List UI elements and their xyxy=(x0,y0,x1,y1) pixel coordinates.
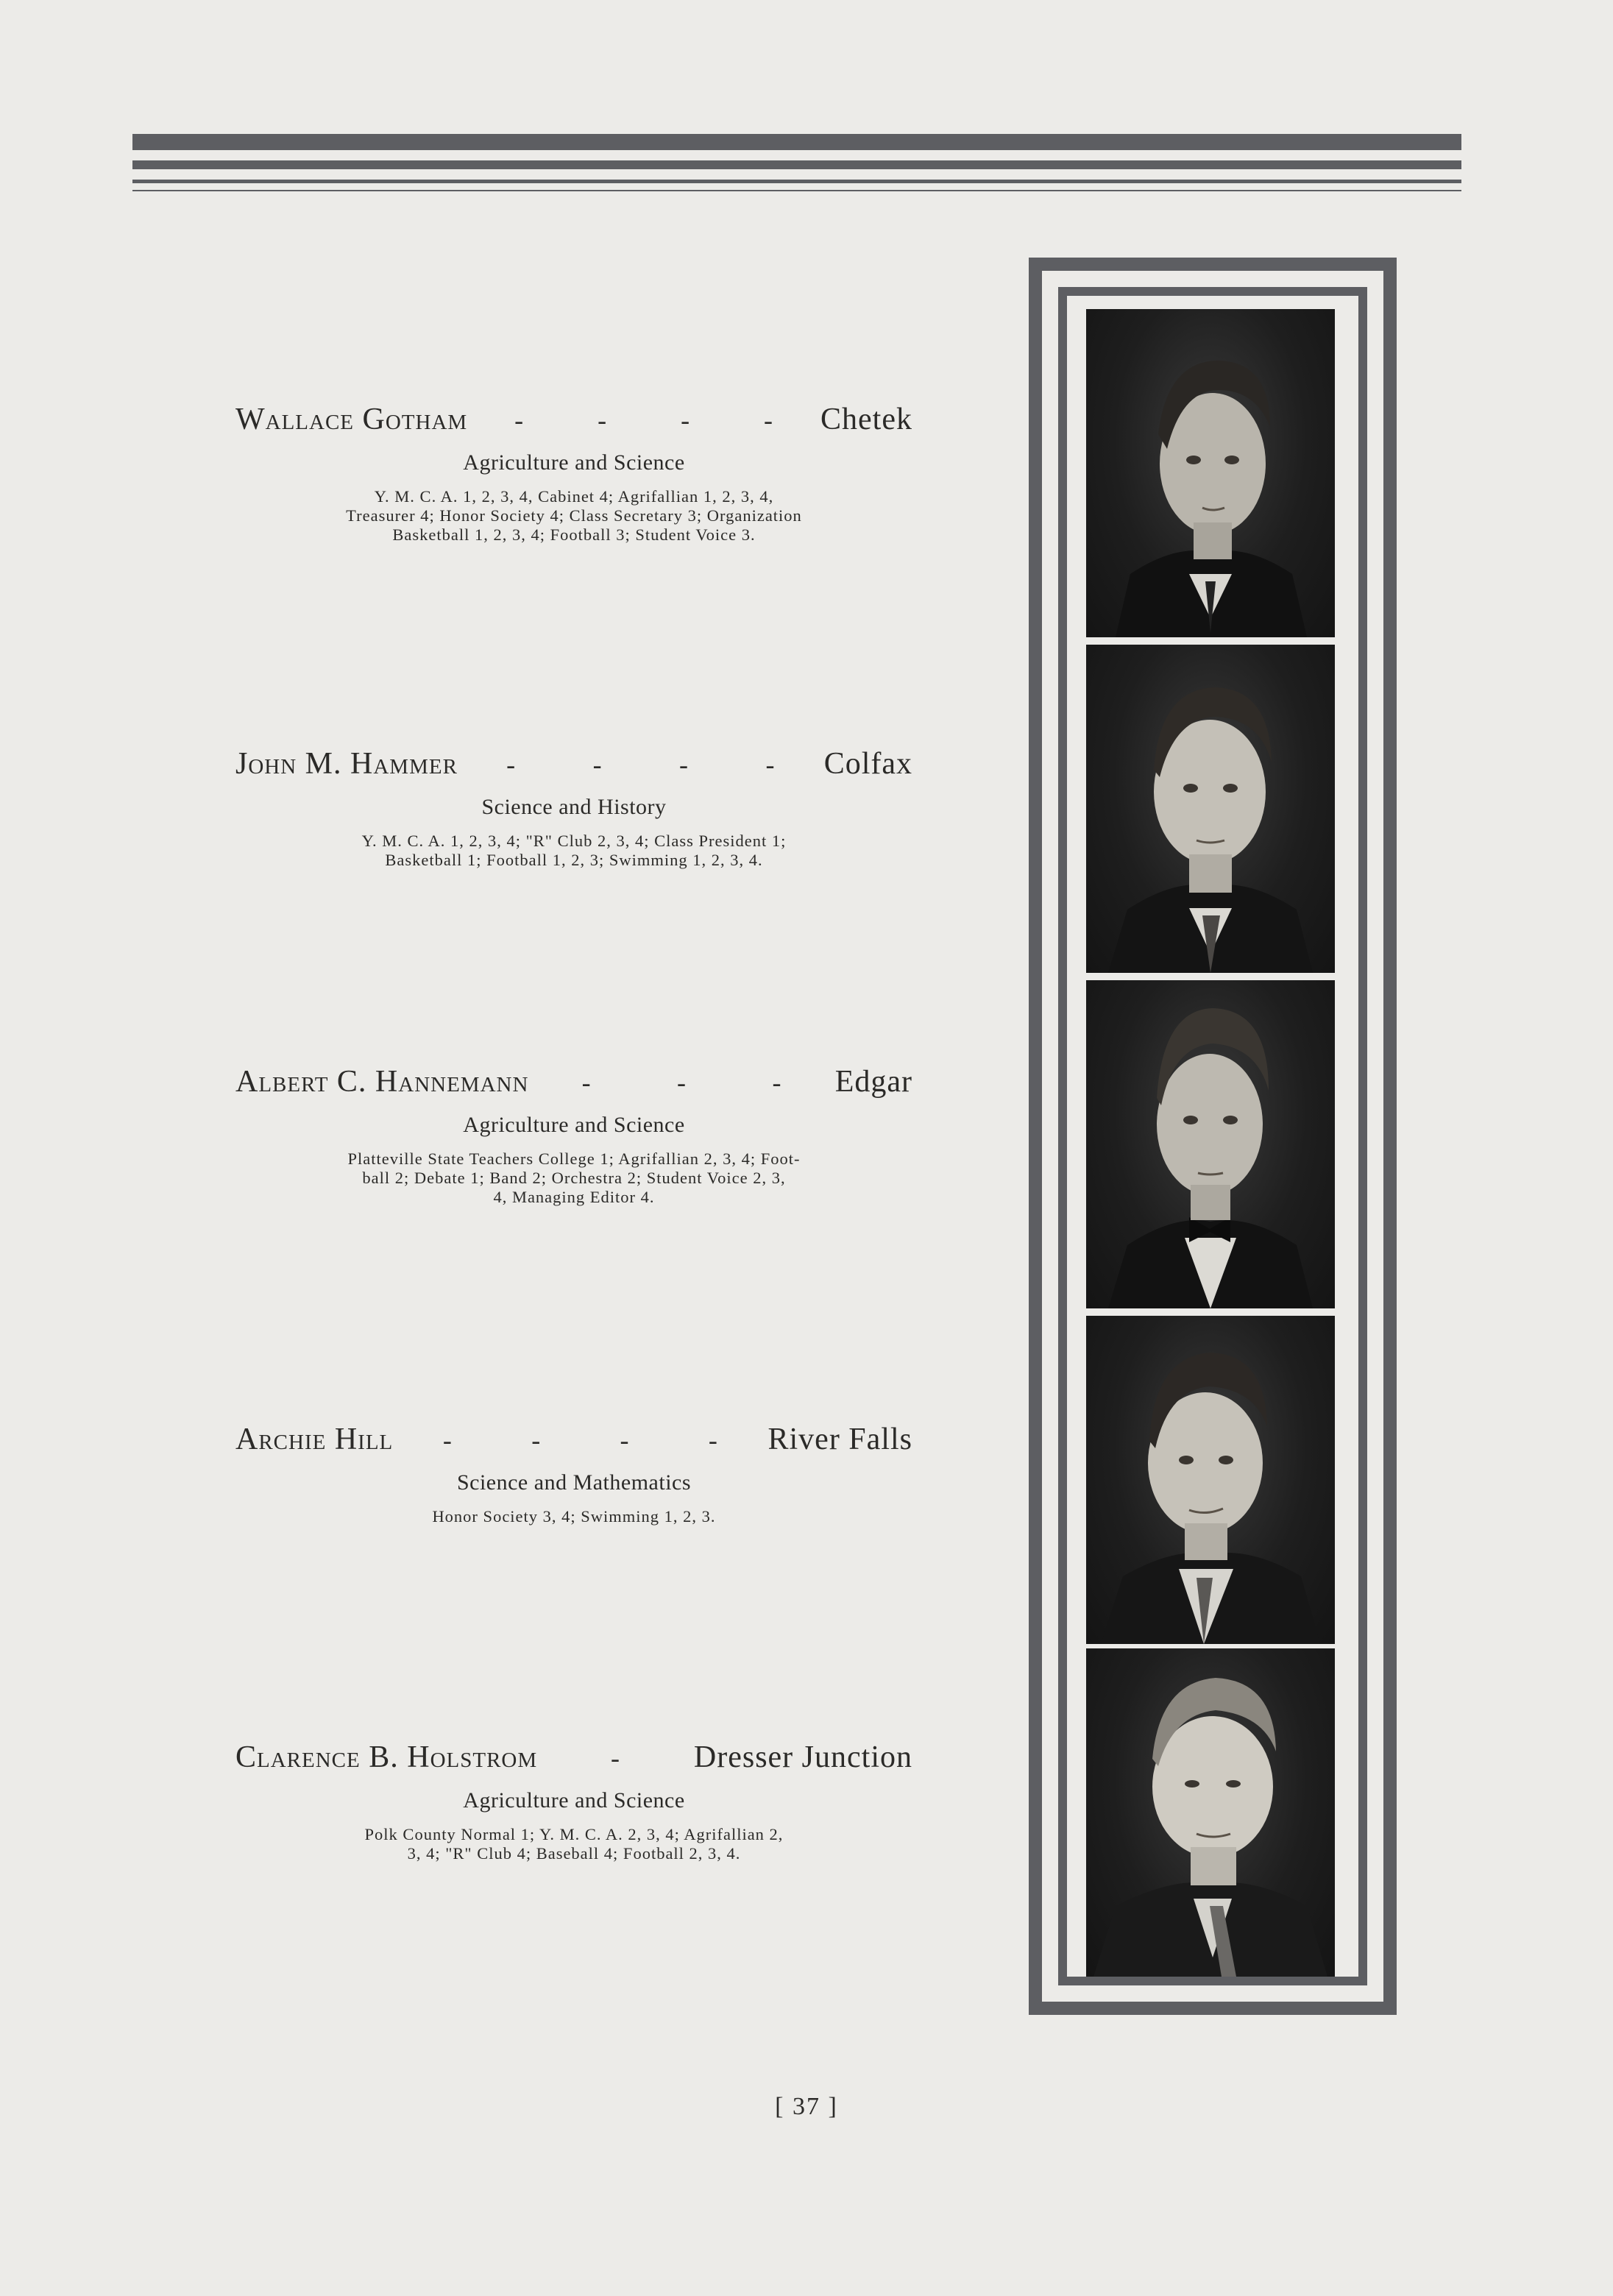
student-entry xyxy=(235,1740,912,1863)
dash-leader: - - - xyxy=(581,1068,782,1097)
student-name: Albert C. Hannemann xyxy=(235,1065,529,1099)
name-line xyxy=(235,1064,912,1099)
student-name: John M. Hammer xyxy=(235,747,458,781)
header-rule-thick xyxy=(132,134,1461,150)
hometown: Edgar xyxy=(834,1065,912,1099)
dash-leader: - - - - xyxy=(506,750,776,779)
course-of-study: Agriculture and Science xyxy=(463,1113,685,1137)
student-name: Clarence B. Holstrom xyxy=(235,1740,538,1774)
dash-leader: - - - - xyxy=(442,1425,718,1455)
header-rule-medium xyxy=(132,160,1461,169)
portrait-photo xyxy=(1086,645,1335,973)
student-entry xyxy=(235,402,912,545)
activities-list: Y. M. C. A. 1, 2, 3, 4; "R" Club 2, 3, 4; Class President 1; Basketball 1; Football 1, 2, 3; Swimming 1, 2, 3, 4. xyxy=(361,832,787,869)
portrait-icon xyxy=(1086,309,1335,637)
hometown: River Falls xyxy=(767,1422,912,1456)
header-rule-thin xyxy=(132,180,1461,183)
header-rule-hairline xyxy=(132,190,1461,191)
portrait-icon xyxy=(1086,1648,1335,1977)
student-name: Wallace Gotham xyxy=(235,403,468,436)
page-number: [ 37 ] xyxy=(775,2093,838,2120)
student-entry xyxy=(235,1064,912,1207)
name-line xyxy=(235,402,912,437)
activities-list: Polk County Normal 1; Y. M. C. A. 2, 3, 4; Agrifallian 2, 3, 4; "R" Club 4; Baseball 4; Football 2, 3, 4. xyxy=(364,1825,784,1863)
portrait-icon xyxy=(1086,980,1335,1308)
hometown: Dresser Junction xyxy=(693,1740,912,1774)
course-of-study: Agriculture and Science xyxy=(463,450,685,475)
student-entry xyxy=(235,746,912,870)
portrait-photo xyxy=(1086,309,1335,637)
dash-leader: - xyxy=(611,1743,621,1773)
hometown: Chetek xyxy=(820,403,912,436)
portrait-photo xyxy=(1086,980,1335,1308)
name-line xyxy=(235,746,912,782)
student-entry xyxy=(235,1422,912,1526)
name-line xyxy=(235,1740,912,1775)
portrait-icon xyxy=(1086,645,1335,973)
activities-list: Honor Society 3, 4; Swimming 1, 2, 3. xyxy=(432,1507,716,1526)
portrait-photo xyxy=(1086,1316,1335,1644)
name-line xyxy=(235,1422,912,1457)
student-name: Archie Hill xyxy=(235,1422,394,1456)
hometown: Colfax xyxy=(823,747,912,781)
portrait-icon xyxy=(1086,1316,1335,1644)
course-of-study: Agriculture and Science xyxy=(463,1788,685,1813)
activities-list: Platteville State Teachers College 1; Agrifallian 2, 3, 4; Foot- ball 2; Debate 1; Band 2; Orchestra 2; Student Voice 2, 3, 4, Managing Editor 4. xyxy=(347,1149,801,1206)
portrait-photo xyxy=(1086,1648,1335,1977)
dash-leader: - - - - xyxy=(514,405,774,435)
course-of-study: Science and Mathematics xyxy=(456,1470,692,1495)
course-of-study: Science and History xyxy=(481,795,667,819)
activities-list: Y. M. C. A. 1, 2, 3, 4, Cabinet 4; Agrifallian 1, 2, 3, 4, Treasurer 4; Honor Society 4; Class Secretary 3; Organization Basketball 1, 2, 3, 4; Football 3; Student Voice 3. xyxy=(346,487,802,544)
